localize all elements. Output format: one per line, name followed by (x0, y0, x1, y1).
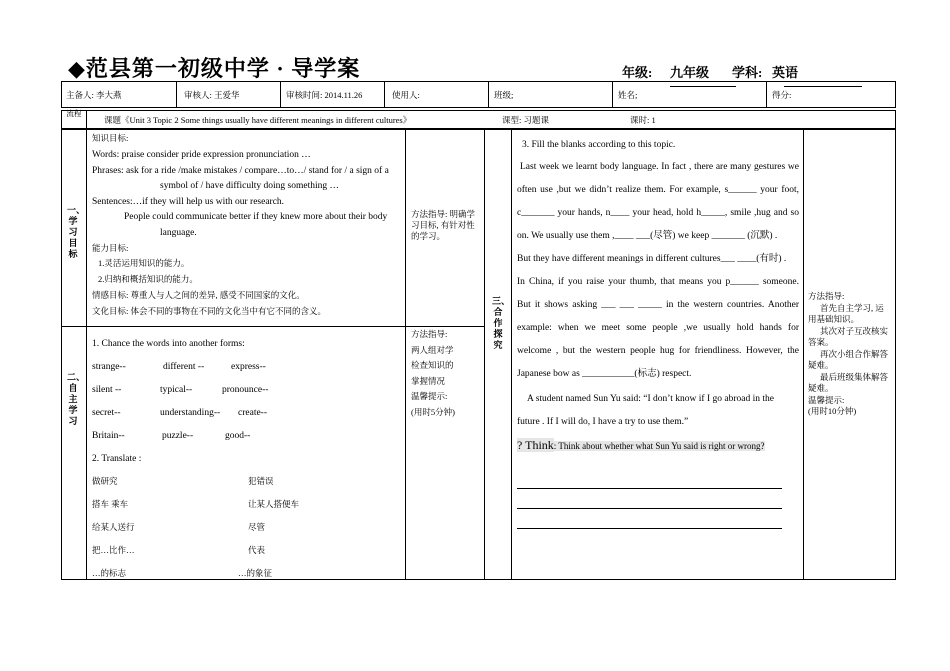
reviewer: 审核人: 王爱华 (184, 90, 240, 100)
user-field: 使用人: (392, 90, 420, 100)
lesson-topic: 课题《Unit 3 Topic 2 Some things usually have different meanings in different cultures》 (104, 115, 412, 125)
ability-title: 能力目标: (92, 243, 129, 253)
passage-line: c_______ your hands, n____ your head, hold h_____, smile ,hug and so (517, 208, 799, 218)
section1-method: 方法指导: 明确学习目标, 有针对性的学习。 (411, 209, 475, 241)
subject-value: 英语 (772, 65, 799, 80)
word-form-item: create-- (238, 408, 267, 418)
preparer: 主备人: 李大燕 (66, 90, 122, 100)
passage-line: on. We usually use them ,____ ___(尽管) we keep _______ (沉默) . (517, 231, 778, 241)
q3-instruction: 3. Fill the blanks according to this topic. (522, 140, 676, 150)
subject-label: 学科: (732, 65, 763, 80)
section3-method (808, 291, 892, 418)
section3-label: 三、合作探究 (492, 296, 511, 350)
passage-line: In China, if you raise your thumb, that means you p______ someone. (517, 277, 799, 287)
translate-item: 做研究 (92, 476, 118, 486)
passage-line: Japanese bow as ___________(标志) respect. (517, 369, 692, 379)
grade-label: 年级: (622, 65, 653, 80)
answer-line (517, 488, 782, 489)
word-form-item: typical-- (160, 385, 193, 395)
section2-method (411, 327, 481, 420)
section1-label: 一、学习目标 (67, 205, 86, 259)
word-form-item: puzzle-- (162, 431, 194, 441)
word-form-item: different -- (163, 362, 205, 372)
method-line: 温馨提示: (411, 391, 448, 401)
answer-line (517, 508, 782, 509)
sentences-line-3: language. (160, 228, 197, 238)
translate-item: 代表 (248, 545, 266, 555)
answer-line (517, 528, 782, 529)
name-field: 姓名; (618, 90, 638, 100)
translate-item: 搭车 乘车 (92, 499, 129, 509)
translate-item: 给某人送行 (92, 522, 135, 532)
word-form-item: good-- (225, 431, 251, 441)
translate-item: 犯错误 (248, 476, 274, 486)
method-line: (用时5分钟) (411, 406, 455, 417)
review-time: 审核时间: 2014.11.26 (286, 90, 363, 100)
lesson-period: 课时: 1 (630, 115, 656, 125)
think-label: ? Think (517, 438, 554, 452)
q1-instruction: 1. Chance the words into another forms: (92, 339, 245, 349)
score-field: 得分: (772, 90, 792, 100)
ability-1: 1.灵活运用知识的能力。 (98, 258, 190, 268)
think-line (517, 436, 765, 454)
sentences-line-1: Sentences:…if they will help us with our research. (92, 197, 285, 207)
translate-item: …的标志 (92, 568, 127, 578)
method-line: 首先自主学习, 运用基础知识。 (808, 302, 884, 324)
method-line: 再次小组合作解答疑难。 (808, 348, 889, 370)
sunyu-line-1: A student named Sun Yu said: “I don’t know if I go abroad in the (527, 394, 774, 404)
translate-item: …的象征 (238, 568, 273, 578)
translate-item: 把…比作… (92, 545, 135, 555)
grade-value: 九年级 (670, 65, 710, 80)
passage-line: often use ,but we didn’t realize them. For example, s______ your foot, (517, 185, 799, 195)
method-line: 掌握情况 (411, 375, 446, 386)
method-line: 两人组对学 (411, 344, 454, 355)
sentences-line-2: People could communicate better if they knew more about their body (124, 212, 388, 222)
method-line: 方法指导: (808, 291, 845, 301)
translate-item: 让某人搭便车 (248, 499, 300, 509)
word-form-item: pronounce-- (222, 385, 269, 395)
method-line: 温馨提示: (808, 394, 845, 405)
phrases-line-2: symbol of / have difficulty doing something … (160, 181, 339, 191)
passage (517, 160, 799, 390)
sunyu-line-2: future . If I will do, I have a try to use them.” (517, 417, 689, 427)
method-line: (用时10分钟) (808, 406, 857, 416)
word-form-item: silent -- (92, 385, 122, 395)
culture-goal: 文化目标: 体会不同的事物在不同的文化当中有它不同的含义。 (92, 306, 326, 316)
emotion-goal: 情感目标: 尊重人与人之间的差异, 感受不同国家的文化。 (92, 290, 305, 300)
word-form-item: secret-- (92, 408, 121, 418)
translate-item: 尽管 (248, 522, 266, 532)
method-line: 检查知识的 (411, 360, 454, 370)
word-form-item: strange-- (92, 362, 126, 372)
q2-instruction: 2. Translate : (92, 454, 142, 464)
ability-2: 2.归纳和概括知识的能力。 (98, 274, 198, 284)
knowledge-title: 知识目标: (92, 133, 129, 143)
word-form-item: understanding-- (160, 408, 221, 418)
method-line: 其次对子互改核实答案。 (808, 325, 889, 347)
passage-line: welcome , but the western people hug for friendliness. However, the (517, 346, 799, 356)
class-field: 班级; (494, 90, 514, 100)
passage-line: Last week we learnt body language. In fact , there are many gestures we (520, 162, 799, 172)
lesson-type: 课型: 习题课 (502, 115, 549, 125)
method-line: 方法指导: (411, 329, 448, 339)
word-form-item: express-- (231, 362, 266, 372)
passage-line: But it shows asking ___ ___ _____ in the western countries. Another (517, 300, 799, 310)
passage-line: But they have different meanings in different cultures___ ____(有时) . (517, 254, 787, 264)
page-title: ◆范县第一初级中学 · 导学案 (68, 56, 361, 81)
words-line: Words: praise consider pride expression pronunciation … (92, 150, 311, 160)
passage-line: example: when we meet some people ,we usually hold hands for (517, 323, 799, 333)
section2-label: 二、自主学习 (67, 372, 86, 426)
method-line: 最后班级集体解答疑难。 (808, 371, 889, 393)
word-form-item: Britain-- (92, 431, 125, 441)
think-text: : Think about whether what Sun Yu said is right or wrong? (553, 441, 765, 451)
phrases-line-1: Phrases: ask for a ride /make mistakes / compare…to…/ stand for / a sign of a (92, 166, 389, 176)
flow-label: 流程 (66, 109, 82, 118)
